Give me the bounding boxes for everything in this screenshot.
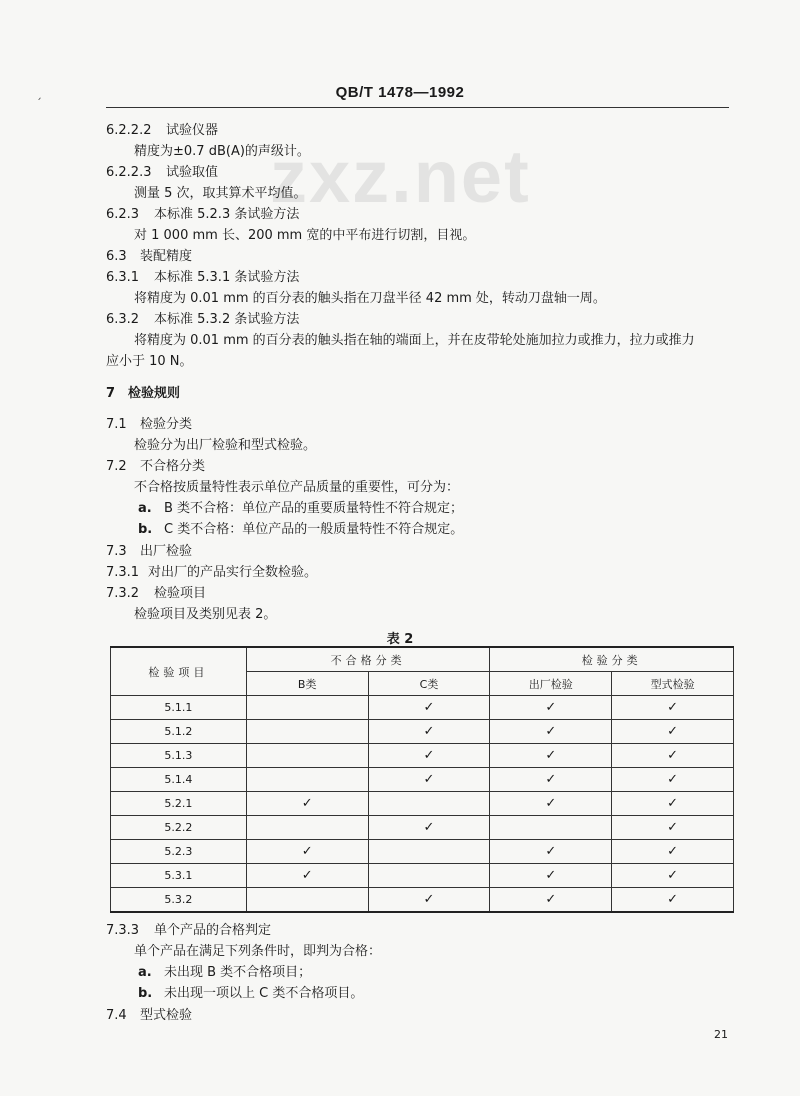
section-6-3-1-heading [106,269,299,287]
cell-b [246,744,368,768]
section-title: 本标准 5.3.2 条试验方法 [154,312,300,327]
table-row [111,864,734,888]
header-rule [106,107,729,108]
cell-b [246,720,368,744]
list-item-text: 未出现一项以上 C 类不合格项目。 [164,986,364,1001]
header-inspection-item: 检验项目 [111,647,247,696]
cell-type [612,768,734,792]
section-title: 试验取值 [166,165,219,180]
cell-b [246,768,368,792]
list-item-text: 未出现 B 类不合格项目； [164,965,312,980]
section-title: 型式检验 [140,1008,193,1023]
chapter-7-heading [106,385,180,403]
cell-factory [490,720,612,744]
section-6-3-2-body-line1: 将精度为 0.01 mm 的百分表的触头指在轴的端面上，并在皮带轮处施加拉力或推力，拉力或推力 [134,333,695,348]
section-number: 6.3 [106,249,127,264]
section-number: 6.2.2.3 [106,165,152,180]
inspection-item-cell: 5.2.2 [111,816,247,840]
inspection-item-cell: 5.1.2 [111,720,247,744]
inspection-item-cell: 5.2.1 [111,792,247,816]
cell-factory [490,840,612,864]
check-mark-icon: ✓ [667,868,679,883]
header-class-b: B类 [246,672,368,696]
check-mark-icon: ✓ [545,724,557,739]
section-number: 7 [106,386,116,401]
section-number: 6.3.1 [106,270,140,285]
section-title: 检验规则 [128,386,181,401]
check-mark-icon: ✓ [423,820,435,835]
check-mark-icon: ✓ [423,724,435,739]
cell-factory [490,792,612,816]
section-7-2-item-b [138,521,463,539]
section-7-4-heading [106,1007,192,1025]
section-7-1-heading [106,416,192,434]
cell-c [368,888,490,913]
section-7-1-body: 检验分为出厂检验和型式检验。 [134,438,317,453]
section-title: 本标准 5.2.3 条试验方法 [154,207,300,222]
check-mark-icon: ✓ [667,892,679,907]
stray-mark: ˏ [36,86,42,100]
section-7-3-heading [106,543,192,561]
check-mark-icon: ✓ [667,772,679,787]
cell-b [246,840,368,864]
section-title: 本标准 5.3.1 条试验方法 [154,270,300,285]
section-6-3-2-body-line2: 应小于 10 N。 [106,354,193,369]
table-row [111,720,734,744]
check-mark-icon: ✓ [545,868,557,883]
page-number: 21 [714,1028,728,1041]
section-7-3-3-heading [106,922,271,940]
section-title: 试验仪器 [166,123,219,138]
section-6-2-3-body: 对 1 000 mm 长、200 mm 宽的中平布进行切割，目视。 [134,228,476,243]
check-mark-icon: ✓ [667,724,679,739]
list-item-text: B 类不合格：单位产品的重要质量特性不符合规定； [164,501,464,516]
section-6-2-3-heading [106,206,299,224]
section-6-2-2-2-heading [106,122,218,140]
check-mark-icon: ✓ [667,796,679,811]
cell-type [612,816,734,840]
header-nonconformity-class: 不合格分类 [246,647,490,672]
table-row [111,816,734,840]
section-7-3-3-item-a [138,964,311,982]
cell-type [612,696,734,720]
check-mark-icon: ✓ [545,772,557,787]
cell-c [368,744,490,768]
table-row [111,744,734,768]
check-mark-icon: ✓ [545,844,557,859]
watermark: zxz.net [270,135,531,218]
cell-c [368,816,490,840]
section-number: 6.2.2.2 [106,123,152,138]
header-type-inspection: 型式检验 [612,672,734,696]
section-title: 检验分类 [140,417,193,432]
section-7-3-2-body: 检验项目及类别见表 2。 [134,607,277,622]
section-title: 不合格分类 [140,459,206,474]
inspection-table [110,646,734,913]
check-mark-icon: ✓ [545,892,557,907]
cell-c [368,720,490,744]
section-number: 7.1 [106,417,127,432]
section-title: 对出厂的产品实行全数检验。 [148,565,318,580]
section-6-3-1-body: 将精度为 0.01 mm 的百分表的触头指在刀盘半径 42 mm 处，转动刀盘轴一周。 [134,291,606,306]
cell-type [612,744,734,768]
cell-c [368,840,490,864]
check-mark-icon: ✓ [301,796,313,811]
cell-b [246,792,368,816]
check-mark-icon: ✓ [545,748,557,763]
inspection-item-cell: 5.1.1 [111,696,247,720]
check-mark-icon: ✓ [423,748,435,763]
page-header-standard-number: QB/T 1478—1992 [335,84,465,101]
cell-b [246,864,368,888]
list-marker: a. [138,965,152,980]
cell-b [246,696,368,720]
table-row [111,768,734,792]
section-7-3-3-item-b [138,985,363,1003]
check-mark-icon: ✓ [423,700,435,715]
section-7-3-3-body: 单个产品在满足下列条件时，即判为合格： [134,944,382,959]
check-mark-icon: ✓ [667,820,679,835]
section-7-2-body: 不合格按质量特性表示单位产品质量的重要性，可分为： [134,480,460,495]
section-7-3-2-heading [106,585,206,603]
check-mark-icon: ✓ [667,700,679,715]
cell-factory [490,696,612,720]
section-title: 检验项目 [154,586,207,601]
section-title: 装配精度 [140,249,193,264]
list-item-text: C 类不合格：单位产品的一般质量特性不符合规定。 [164,522,464,537]
cell-type [612,792,734,816]
cell-type [612,888,734,913]
section-7-2-item-a [138,500,463,518]
cell-b [246,888,368,913]
table-row [111,696,734,720]
check-mark-icon: ✓ [545,796,557,811]
list-marker: b. [138,522,153,537]
inspection-item-cell: 5.1.3 [111,744,247,768]
check-mark-icon: ✓ [667,748,679,763]
header-factory-inspection: 出厂检验 [490,672,612,696]
section-number: 7.3.1 [106,565,140,580]
cell-c [368,864,490,888]
section-6-2-2-3-body: 测量 5 次，取其算术平均值。 [134,186,307,201]
inspection-item-cell: 5.1.4 [111,768,247,792]
check-mark-icon: ✓ [423,772,435,787]
section-title: 单个产品的合格判定 [154,923,272,938]
check-mark-icon: ✓ [423,892,435,907]
inspection-item-cell: 5.2.3 [111,840,247,864]
table-row [111,888,734,913]
check-mark-icon: ✓ [301,868,313,883]
cell-factory [490,768,612,792]
header-class-c: C类 [368,672,490,696]
section-6-2-2-3-heading [106,164,218,182]
section-6-3-heading [106,248,192,266]
cell-type [612,864,734,888]
table-row [111,840,734,864]
cell-factory [490,816,612,840]
cell-b [246,816,368,840]
cell-type [612,840,734,864]
section-number: 7.3.3 [106,923,140,938]
section-number: 7.3 [106,544,127,559]
table-caption: 表 2 [386,632,414,647]
cell-factory [490,744,612,768]
section-number: 7.2 [106,459,127,474]
check-mark-icon: ✓ [667,844,679,859]
section-6-3-2-heading [106,311,299,329]
section-number: 7.3.2 [106,586,140,601]
cell-c [368,792,490,816]
check-mark-icon: ✓ [545,700,557,715]
section-7-3-1-heading [106,564,317,582]
section-number: 6.3.2 [106,312,140,327]
section-6-2-2-2-body: 精度为±0.7 dB(A)的声级计。 [134,144,310,159]
cell-factory [490,888,612,913]
cell-type [612,720,734,744]
list-marker: a. [138,501,152,516]
inspection-item-cell: 5.3.1 [111,864,247,888]
header-inspection-class: 检验分类 [490,647,734,672]
cell-factory [490,864,612,888]
table-row [111,792,734,816]
section-title: 出厂检验 [140,544,193,559]
list-marker: b. [138,986,153,1001]
cell-c [368,768,490,792]
section-7-2-heading [106,458,205,476]
section-number: 6.2.3 [106,207,140,222]
inspection-item-cell: 5.3.2 [111,888,247,913]
section-number: 7.4 [106,1008,127,1023]
check-mark-icon: ✓ [301,844,313,859]
cell-c [368,696,490,720]
